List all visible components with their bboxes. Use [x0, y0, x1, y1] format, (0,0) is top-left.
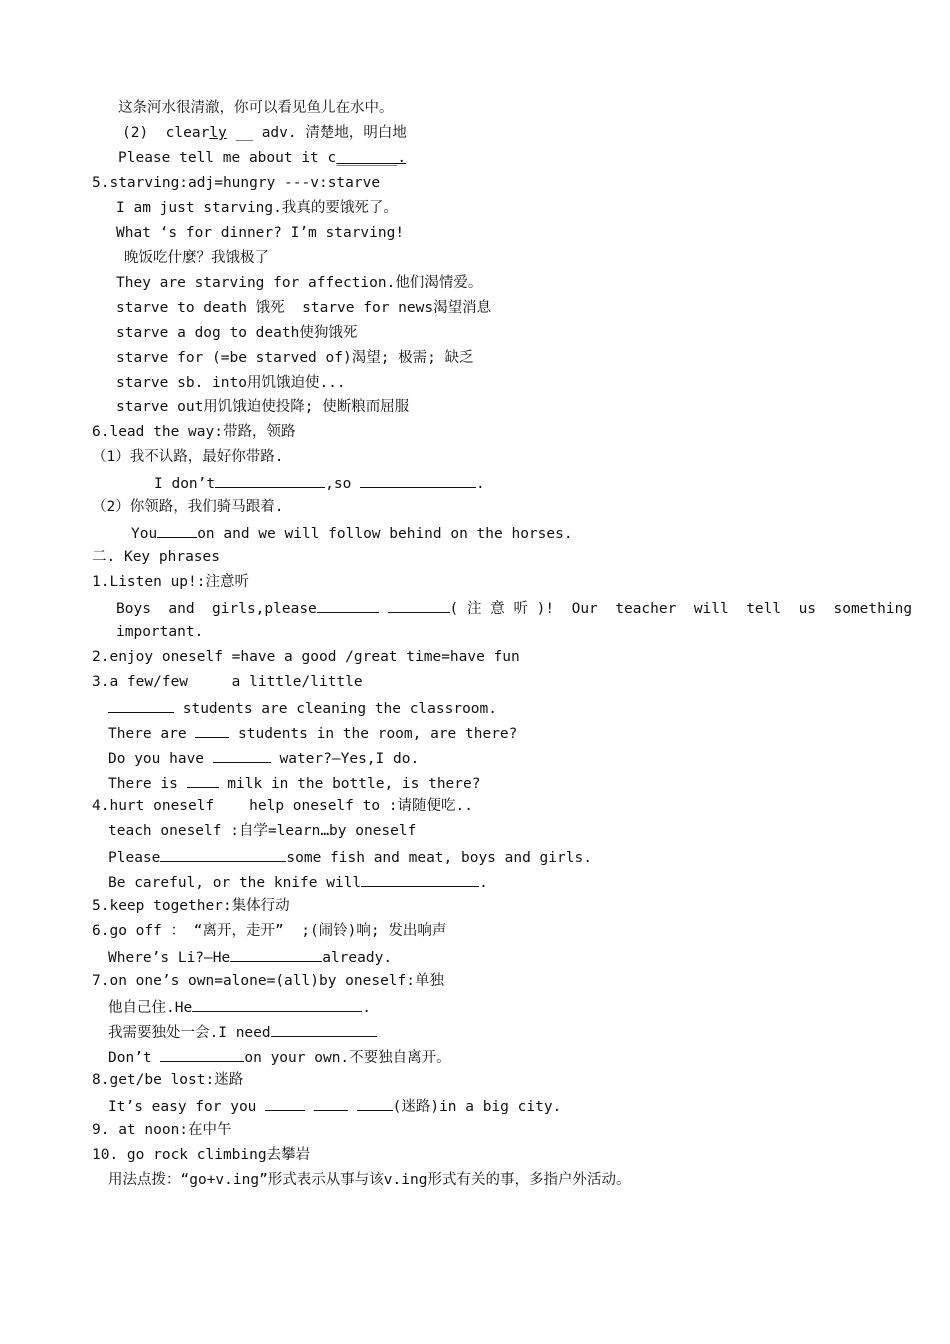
line-text: .: [476, 476, 485, 492]
answer-blank[interactable]: [157, 522, 197, 538]
answer-blank[interactable]: [271, 1021, 377, 1037]
line-text: (迷路)in a big city.: [392, 1099, 562, 1115]
text-line: [92, 547, 220, 567]
text-line: [108, 996, 371, 1016]
line-text: 5.keep together:集体行动: [92, 898, 290, 914]
answer-blank[interactable]: [187, 772, 219, 788]
text-line: [118, 98, 394, 118]
line-text: Be careful, or the knife will: [108, 875, 362, 891]
underlined-text: ly: [209, 125, 227, 141]
text-line: [92, 173, 380, 193]
line-text: 8.get/be lost:迷路: [92, 1072, 244, 1088]
answer-blank[interactable]: [160, 1046, 244, 1062]
text-line: [108, 772, 480, 792]
line-text: important.: [116, 624, 204, 640]
text-line: [108, 821, 416, 841]
text-line: [92, 497, 283, 517]
line-text: It’s easy for you: [108, 1099, 266, 1115]
answer-blank[interactable]: [317, 597, 379, 613]
line-text: 6.go off ： “离开，走开” ;(闹铃)响; 发出响声: [92, 923, 447, 939]
answer-blank[interactable]: [265, 1095, 305, 1111]
line-text: 2.enjoy oneself =have a good /great time=have fun: [92, 649, 520, 665]
text-line: [92, 1145, 310, 1165]
line-text: 晚饭吃什麼？我饿极了: [124, 250, 269, 266]
answer-blank[interactable]: [314, 1095, 348, 1111]
text-line: [108, 1021, 377, 1041]
answer-blank[interactable]: [230, 946, 322, 962]
text-line: [108, 846, 592, 866]
line-text: 7.on one’s own=alone=(all)by oneself:单独: [92, 973, 445, 989]
text-line: [92, 796, 473, 816]
line-text: water?—Yes,I do.: [270, 751, 420, 767]
line-text: Where’s Li?—He: [108, 950, 231, 966]
line-text: 用法点拨：“go+v.ing”形式表示从事与该v.ing形式有关的事，多指户外活动。: [108, 1172, 631, 1188]
answer-blank[interactable]: [357, 1095, 393, 1111]
line-text: .: [479, 875, 488, 891]
line-text: 10. go rock climbing去攀岩: [92, 1147, 311, 1163]
text-line: [92, 422, 295, 442]
line-text: 3.a few/few a little/little: [92, 674, 363, 690]
text-line: [116, 348, 474, 368]
line-text: (2) clear: [122, 125, 210, 141]
answer-blank[interactable]: [213, 747, 271, 763]
answer-blank[interactable]: [108, 697, 174, 713]
text-line: [154, 472, 485, 492]
line-text: There is: [108, 776, 187, 792]
line-text: starve for (=be starved of)渴望; 极需; 缺乏: [116, 350, 474, 366]
text-line: [108, 1170, 630, 1190]
text-line: [116, 198, 398, 218]
line-text: __ adv. 清楚地，明白地: [226, 125, 407, 141]
text-line: [116, 373, 346, 393]
line-text: milk in the bottle, is there?: [218, 776, 481, 792]
line-text: They are starving for affection.他们渴情爱。: [116, 275, 483, 291]
line-text: on your own.不要独自离开。: [244, 1050, 451, 1066]
text-line: [108, 722, 517, 742]
text-line: [116, 597, 912, 617]
line-text: Do you have: [108, 751, 213, 767]
line-text: [305, 1099, 314, 1115]
text-line: [92, 896, 290, 916]
text-line: [108, 697, 497, 717]
line-text: teach oneself :自学=learn…by oneself: [108, 823, 417, 839]
line-text: 9. at noon:在中午: [92, 1122, 232, 1138]
text-line: [108, 747, 419, 767]
line-text: Don’t: [108, 1050, 161, 1066]
line-text: students in the room, are there?: [229, 726, 518, 742]
line-text: students are cleaning the classroom.: [174, 701, 498, 717]
text-line: [108, 1046, 451, 1066]
answer-blank[interactable]: [388, 597, 450, 613]
text-line: [116, 397, 409, 417]
text-line: [122, 123, 407, 143]
text-line: [92, 971, 444, 991]
line-text: I am just starving.我真的要饿死了。: [116, 200, 398, 216]
text-line: [108, 946, 392, 966]
line-text: 6.lead the way:带路，领路: [92, 424, 296, 440]
line-text: starve to death 饿死 starve for news渴望消息: [116, 300, 492, 316]
text-line: [116, 323, 357, 343]
text-line: [92, 1120, 232, 1140]
line-text: starve sb. into用饥饿迫使...: [116, 375, 346, 391]
text-line: [131, 522, 573, 542]
line-text: You: [131, 526, 158, 542]
answer-blank[interactable]: [361, 871, 479, 887]
line-text: starve out用饥饿迫使投降; 使断粮而屈服: [116, 399, 410, 415]
line-text: What ‘s for dinner? I’m starving!: [116, 225, 405, 241]
line-text: [348, 1099, 357, 1115]
line-text: Please: [108, 850, 161, 866]
text-line: [118, 148, 406, 168]
line-text: 他自己住.He: [108, 1000, 193, 1016]
answer-blank[interactable]: [192, 996, 362, 1012]
answer-blank[interactable]: [360, 472, 476, 488]
text-line: [92, 647, 520, 667]
line-text: already.: [322, 950, 393, 966]
line-text: 二. Key phrases: [92, 549, 220, 565]
line-text: on and we will follow behind on the horses.: [197, 526, 573, 542]
text-line: [116, 223, 404, 243]
text-line: [124, 248, 269, 268]
text-line: [108, 1095, 561, 1115]
line-text: Please tell me about it c: [118, 150, 337, 166]
line-text: （2）你领路，我们骑马跟着.: [92, 499, 284, 515]
answer-blank[interactable]: [195, 722, 229, 738]
line-text: [379, 601, 388, 617]
text-line: [92, 447, 283, 467]
text-line: [92, 672, 363, 692]
line-text: starve a dog to death使狗饿死: [116, 325, 358, 341]
line-text: There are: [108, 726, 196, 742]
answer-blank[interactable]: [215, 472, 325, 488]
text-line: [116, 273, 482, 293]
text-line: [92, 572, 249, 592]
line-text: 5.starving:adj=hungry ---v:starve: [92, 175, 381, 191]
line-text: ,so: [325, 476, 361, 492]
text-line: [108, 871, 488, 891]
line-text: （1）我不认路，最好你带路.: [92, 449, 284, 465]
line-text: ( 注 意 听 )! Our teacher will tell us something: [449, 601, 913, 617]
line-text: 这条河水很清澈，你可以看见鱼儿在水中。: [118, 100, 394, 116]
text-line: [92, 1070, 243, 1090]
line-text: 1.Listen up!:注意听: [92, 574, 249, 590]
line-text: Boys and girls,please: [116, 601, 317, 617]
line-text: 我需要独处一会.I need: [108, 1025, 271, 1041]
line-text: I don’t: [154, 476, 216, 492]
answer-blank[interactable]: [160, 846, 286, 862]
underlined-text: _______.: [336, 150, 407, 166]
text-line: [116, 622, 203, 642]
line-text: .: [362, 1000, 371, 1016]
text-line: [92, 921, 446, 941]
line-text: some fish and meat, boys and girls.: [286, 850, 592, 866]
text-line: [116, 298, 491, 318]
line-text: 4.hurt oneself help oneself to :请随便吃..: [92, 798, 473, 814]
